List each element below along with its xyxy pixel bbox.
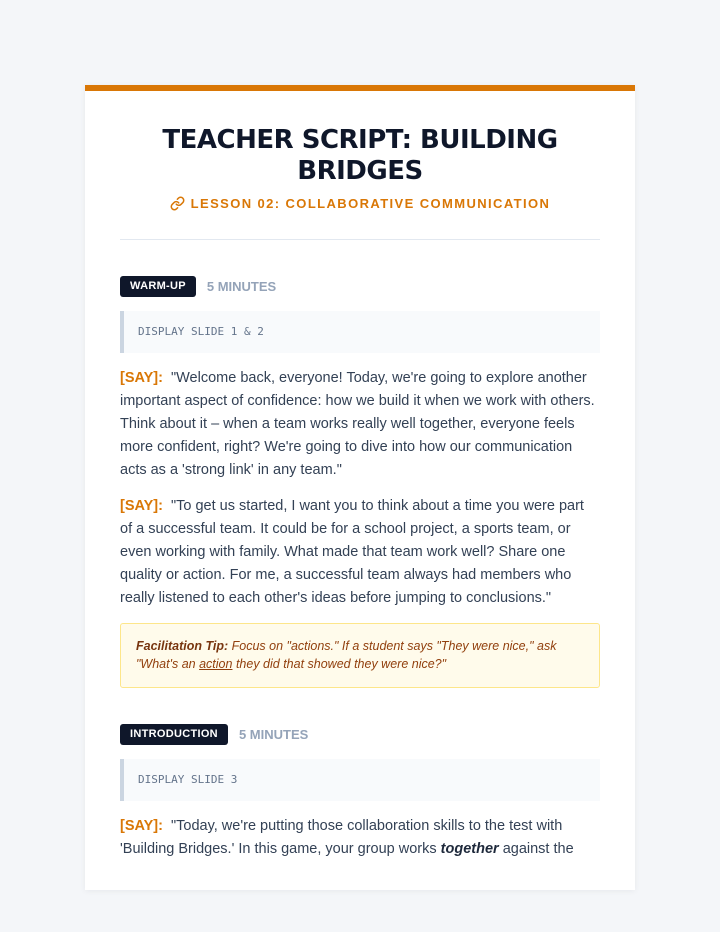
link-icon xyxy=(170,196,185,211)
section-badge: WARM-UP xyxy=(120,276,196,297)
section-introduction xyxy=(120,724,600,861)
say-text-end: against the xyxy=(498,841,574,857)
script-page xyxy=(85,85,635,890)
subtitle-text: LESSON 02: COLLABORATIVE COMMUNICATION xyxy=(190,196,551,211)
section-header xyxy=(120,724,600,745)
section-warm-up xyxy=(120,276,600,688)
facilitation-tip xyxy=(120,623,600,688)
say-paragraph xyxy=(120,815,600,861)
tip-text-end: they did that showed they were nice?" xyxy=(232,657,447,671)
say-text: "Today, we're putting those collaboration skills to the test with 'Building Bridges.' In this game, your group works xyxy=(120,818,563,857)
page-title: TEACHER SCRIPT: BUILDING BRIDGES xyxy=(162,125,558,186)
display-slide-note: DISPLAY SLIDE 3 xyxy=(120,759,600,801)
say-label: [SAY]: xyxy=(120,370,163,386)
tip-text: Focus on "actions." If a student says "They were nice," ask "What's an xyxy=(136,639,557,671)
say-label: [SAY]: xyxy=(120,818,163,834)
section-header xyxy=(120,276,600,297)
say-text: "Welcome back, everyone! Today, we're going to explore another important aspect of confidence: how we build it when we work with others. Think about it – when a team works really well together, everyone feels more confident, right? We're going to dive into how our communication acts as a 'strong link' in any team." xyxy=(120,370,595,478)
section-duration: 5 MINUTES xyxy=(238,727,309,742)
tip-emphasis: action xyxy=(199,657,233,671)
say-text: "To get us started, I want you to think about a time you were part of a successful team. It could be for a school project, a sports team, or even working with family. What made that team work well? Share one quality or action. For me, a successful team always had members who really listened to each other's ideas before jumping to conclusions." xyxy=(120,498,584,606)
say-paragraph xyxy=(120,495,600,610)
say-paragraph xyxy=(120,367,600,482)
section-duration: 5 MINUTES xyxy=(206,279,277,294)
say-label: [SAY]: xyxy=(120,498,163,514)
display-slide-note: DISPLAY SLIDE 1 & 2 xyxy=(120,311,600,353)
say-emphasis: together xyxy=(440,841,499,857)
header-divider xyxy=(120,239,600,240)
section-badge: INTRODUCTION xyxy=(120,724,228,745)
tip-label: Facilitation Tip: xyxy=(136,639,229,653)
lesson-subtitle xyxy=(120,196,600,211)
